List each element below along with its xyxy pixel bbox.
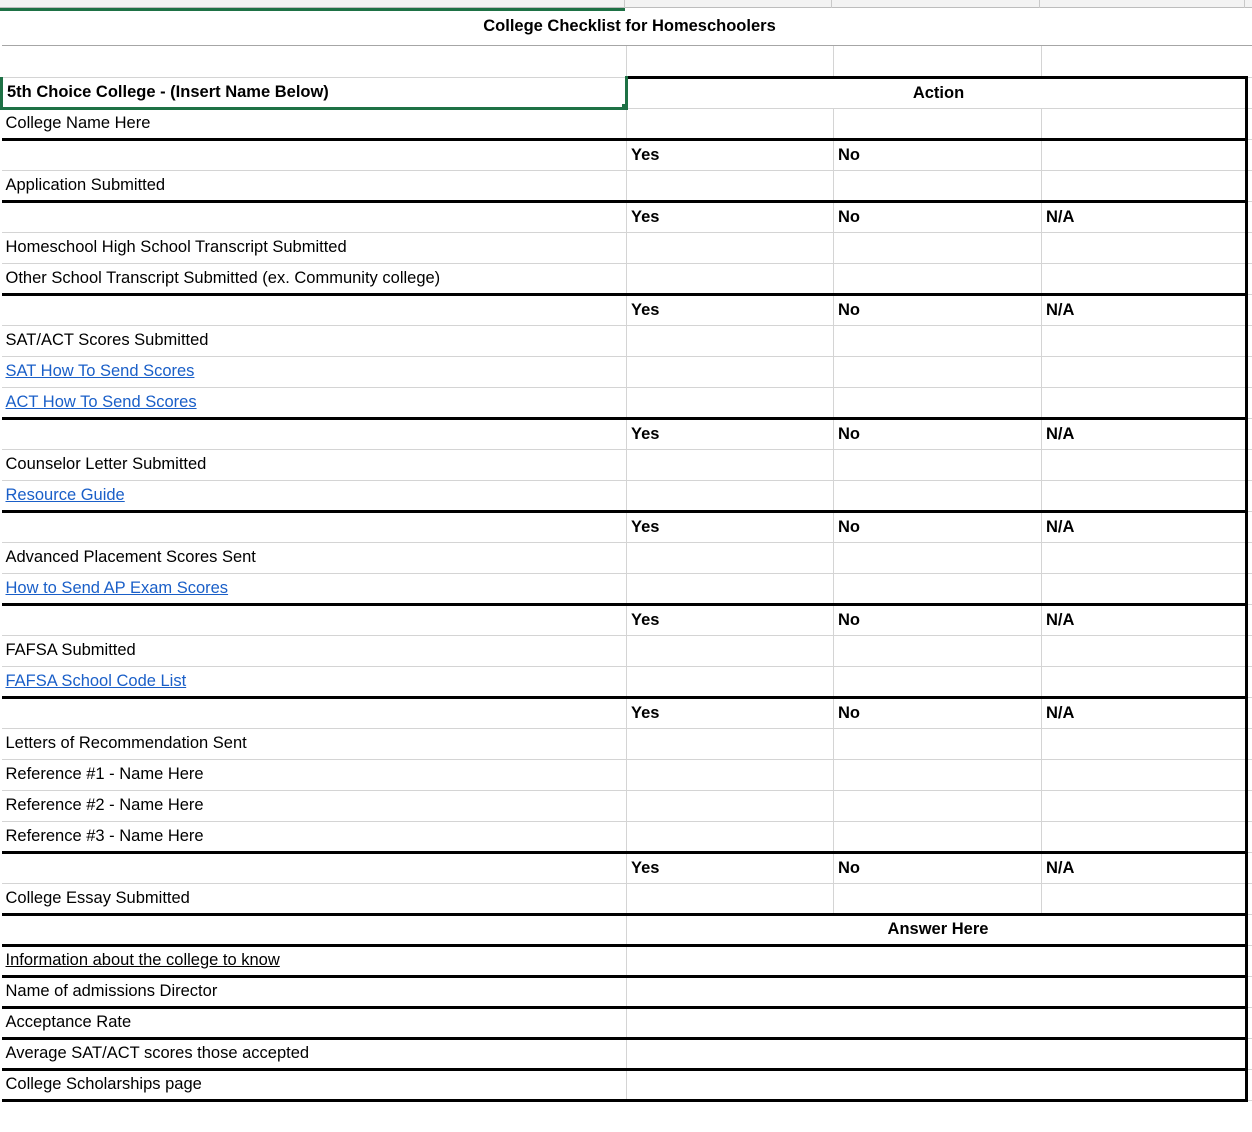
table-row [2, 449, 1252, 480]
table-row [2, 573, 1252, 604]
college-choice-cell[interactable] [2, 77, 627, 108]
checkbox-cell-na[interactable] [1042, 170, 1247, 201]
table-row [2, 976, 1252, 1007]
title-row [2, 9, 1252, 45]
row-label: College Essay Submitted [2, 883, 627, 914]
gutter-cell [1247, 387, 1252, 418]
table-row [2, 1069, 1252, 1100]
checkbox-cell-na[interactable] [1042, 883, 1247, 914]
gutter-cell [1247, 232, 1252, 263]
top-band-segment-3 [832, 0, 1040, 8]
page-title: College Checklist for Homeschoolers [2, 9, 1252, 45]
info-row-label: Acceptance Rate [2, 1007, 627, 1038]
checkbox-cell-no[interactable] [834, 325, 1042, 356]
table-row [2, 387, 1252, 418]
checkbox-cell-no[interactable] [834, 387, 1042, 418]
selection-top-edge [0, 8, 625, 11]
fafsa-school-code-list-link[interactable]: FAFSA School Code List [5, 671, 187, 690]
checkbox-cell-yes[interactable] [627, 356, 834, 387]
checkbox-cell-na[interactable] [1042, 387, 1247, 418]
section-ap-blank-label[interactable] [2, 511, 627, 542]
section-header-row [2, 511, 1252, 542]
checkbox-cell-yes[interactable] [627, 573, 834, 604]
section-fafsa-blank-label[interactable] [2, 604, 627, 635]
row-link-cell[interactable] [2, 573, 627, 604]
option-na: N/A [1042, 201, 1247, 232]
info-heading-underlined: Information about the college to know [5, 951, 280, 969]
checkbox-cell-yes[interactable] [627, 635, 834, 666]
table-row [2, 666, 1252, 697]
top-band-segment-4 [1040, 0, 1245, 8]
table-row [2, 542, 1252, 573]
checkbox-cell-na[interactable] [1042, 263, 1247, 294]
row-label[interactable]: Reference #3 - Name Here [2, 821, 627, 852]
gutter-cell [1247, 263, 1252, 294]
checkbox-cell-yes[interactable] [627, 263, 834, 294]
gutter-cell [1247, 77, 1252, 108]
checkbox-cell-yes[interactable] [627, 883, 834, 914]
option-na: N/A [1042, 604, 1247, 635]
gutter-cell [1247, 511, 1252, 542]
gutter-cell [1247, 325, 1252, 356]
option-na: N/A [1042, 697, 1247, 728]
option-yes: Yes [627, 852, 834, 883]
gutter-cell [1247, 697, 1252, 728]
checkbox-cell-no[interactable] [834, 728, 1042, 759]
option-yes: Yes [627, 139, 834, 170]
college-name-blank-yes[interactable] [627, 108, 834, 139]
act-send-scores-link[interactable]: ACT How To Send Scores [5, 392, 197, 411]
section-header-row [2, 139, 1252, 170]
section-essay-blank-label[interactable] [2, 852, 627, 883]
gutter-cell [1247, 883, 1252, 914]
option-yes: Yes [627, 418, 834, 449]
row-link-cell[interactable] [2, 356, 627, 387]
section-header-row [2, 852, 1252, 883]
option-yes: Yes [627, 201, 834, 232]
answer-input-cell[interactable] [627, 976, 1247, 1007]
fill-handle[interactable] [621, 103, 627, 109]
info-row-label [2, 945, 627, 976]
gutter-cell [1247, 170, 1252, 201]
answer-input-cell[interactable] [627, 1007, 1247, 1038]
row-label: FAFSA Submitted [2, 635, 627, 666]
row-label: Advanced Placement Scores Sent [2, 542, 627, 573]
checkbox-cell-yes[interactable] [627, 666, 834, 697]
sat-send-scores-link[interactable]: SAT How To Send Scores [5, 362, 195, 380]
table-row [2, 1007, 1252, 1038]
row-label: Counselor Letter Submitted [2, 449, 627, 480]
option-na [1042, 139, 1247, 170]
table-row [2, 325, 1252, 356]
section-recommendations-blank-label[interactable] [2, 697, 627, 728]
checkbox-cell-yes[interactable] [627, 170, 834, 201]
gutter-cell [1247, 294, 1252, 325]
checkbox-cell-no[interactable] [834, 449, 1042, 480]
ap-exam-scores-link[interactable]: How to Send AP Exam Scores [5, 578, 229, 597]
option-no: No [834, 852, 1042, 883]
checkbox-cell-na[interactable] [1042, 449, 1247, 480]
gutter-cell [1247, 1069, 1252, 1100]
option-na: N/A [1042, 418, 1247, 449]
checklist-table [0, 9, 1252, 1102]
table-row [2, 480, 1252, 511]
gutter-cell [1247, 728, 1252, 759]
gutter-cell [1247, 108, 1252, 139]
section-header-row [2, 604, 1252, 635]
checkbox-cell-yes[interactable] [627, 449, 834, 480]
gutter-cell [1247, 1038, 1252, 1069]
gutter-cell [1247, 914, 1252, 945]
college-name-blank-na[interactable] [1042, 108, 1247, 139]
option-no: No [834, 418, 1042, 449]
section-transcripts-blank-label[interactable] [2, 201, 627, 232]
row-label: Homeschool High School Transcript Submitted [2, 232, 627, 263]
top-band-segment-1 [0, 0, 625, 8]
option-yes: Yes [627, 697, 834, 728]
section-header-row [2, 418, 1252, 449]
row-label: Letters of Recommendation Sent [2, 728, 627, 759]
checkbox-cell-no[interactable] [834, 356, 1042, 387]
table-row [2, 728, 1252, 759]
option-no: No [834, 201, 1042, 232]
checkbox-cell-na[interactable] [1042, 790, 1247, 821]
table-row [2, 790, 1252, 821]
option-na: N/A [1042, 852, 1247, 883]
gutter-cell [1247, 45, 1252, 77]
top-band-segment-2 [625, 0, 832, 8]
resource-guide-link[interactable]: Resource Guide [5, 485, 125, 504]
college-name-row [2, 108, 1252, 139]
table-row [2, 945, 1252, 976]
table-row [2, 263, 1252, 294]
gutter-cell [1247, 790, 1252, 821]
row-label: Other School Transcript Submitted (ex. Community college) [2, 263, 627, 294]
checkbox-cell-no[interactable] [834, 232, 1042, 263]
checkbox-cell-no[interactable] [834, 542, 1042, 573]
gutter-cell [1247, 356, 1252, 387]
row-link-cell[interactable] [2, 480, 627, 511]
checkbox-cell-na[interactable] [1042, 759, 1247, 790]
spacer-cell-b [627, 45, 834, 77]
checkbox-cell-yes[interactable] [627, 232, 834, 263]
table-row [2, 170, 1252, 201]
gutter-cell [1247, 573, 1252, 604]
checkbox-cell-yes[interactable] [627, 480, 834, 511]
checkbox-cell-na[interactable] [1042, 356, 1247, 387]
table-row [2, 821, 1252, 852]
spacer-cell-a [2, 45, 627, 77]
gutter-cell [1247, 759, 1252, 790]
gutter-cell [1247, 976, 1252, 1007]
checkbox-cell-na[interactable] [1042, 232, 1247, 263]
answer-input-cell[interactable] [627, 1038, 1247, 1069]
gutter-cell [1247, 821, 1252, 852]
checkbox-cell-no[interactable] [834, 480, 1042, 511]
gutter-cell [1247, 1007, 1252, 1038]
gutter-cell [1247, 139, 1252, 170]
checkbox-cell-no[interactable] [834, 821, 1042, 852]
checkbox-cell-yes[interactable] [627, 790, 834, 821]
gutter-cell [1247, 480, 1252, 511]
option-na: N/A [1042, 511, 1247, 542]
checkbox-cell-yes[interactable] [627, 387, 834, 418]
gutter-cell [1247, 666, 1252, 697]
row-link-cell[interactable] [2, 387, 627, 418]
checkbox-cell-no[interactable] [834, 759, 1042, 790]
spacer-row [2, 45, 1252, 77]
option-no: No [834, 511, 1042, 542]
section-header-row [2, 697, 1252, 728]
section-test-scores-blank-label[interactable] [2, 294, 627, 325]
info-row-label: College Scholarships page [2, 1069, 627, 1100]
checkbox-cell-no[interactable] [834, 635, 1042, 666]
spacer-cell-d [1042, 45, 1247, 77]
section-counselor-blank-label[interactable] [2, 418, 627, 449]
section-header-row [2, 201, 1252, 232]
option-no: No [834, 294, 1042, 325]
table-row [2, 356, 1252, 387]
checkbox-cell-na[interactable] [1042, 480, 1247, 511]
answer-input-cell[interactable] [627, 945, 1247, 976]
row-link-cell[interactable] [2, 666, 627, 697]
answer-input-cell[interactable] [627, 1069, 1247, 1100]
checkbox-cell-no[interactable] [834, 666, 1042, 697]
row-label: Application Submitted [2, 170, 627, 201]
checkbox-cell-na[interactable] [1042, 821, 1247, 852]
checkbox-cell-no[interactable] [834, 170, 1042, 201]
answer-header: Answer Here [627, 914, 1247, 945]
table-row [2, 232, 1252, 263]
spacer-cell-c [834, 45, 1042, 77]
checkbox-cell-no[interactable] [834, 573, 1042, 604]
action-header: Action [627, 77, 1247, 108]
section-header-row [2, 294, 1252, 325]
checkbox-cell-no[interactable] [834, 883, 1042, 914]
gutter-cell [1247, 418, 1252, 449]
option-no: No [834, 139, 1042, 170]
option-yes: Yes [627, 294, 834, 325]
checkbox-cell-na[interactable] [1042, 635, 1247, 666]
table-row [2, 1038, 1252, 1069]
row-label: SAT/ACT Scores Submitted [2, 325, 627, 356]
college-header-row [2, 77, 1252, 108]
gutter-cell [1247, 945, 1252, 976]
top-partial-row [0, 0, 1252, 8]
info-row-label: Average SAT/ACT scores those accepted [2, 1038, 627, 1069]
option-no: No [834, 604, 1042, 635]
table-row [2, 759, 1252, 790]
checkbox-cell-yes[interactable] [627, 821, 834, 852]
option-yes: Yes [627, 511, 834, 542]
checkbox-cell-na[interactable] [1042, 573, 1247, 604]
answer-header-row [2, 914, 1252, 945]
gutter-cell [1247, 604, 1252, 635]
row-label[interactable]: Reference #1 - Name Here [2, 759, 627, 790]
checkbox-cell-no[interactable] [834, 263, 1042, 294]
answer-section-blank-label[interactable] [2, 914, 627, 945]
checkbox-cell-na[interactable] [1042, 666, 1247, 697]
checkbox-cell-no[interactable] [834, 790, 1042, 821]
option-yes: Yes [627, 604, 834, 635]
checkbox-cell-yes[interactable] [627, 728, 834, 759]
gutter-cell [1247, 852, 1252, 883]
row-label[interactable]: Reference #2 - Name Here [2, 790, 627, 821]
checkbox-cell-na[interactable] [1042, 325, 1247, 356]
option-na: N/A [1042, 294, 1247, 325]
checkbox-cell-na[interactable] [1042, 542, 1247, 573]
gutter-cell [1247, 542, 1252, 573]
college-choice-label: 5th Choice College - (Insert Name Below) [7, 82, 329, 101]
college-name-blank-no[interactable] [834, 108, 1042, 139]
table-row [2, 635, 1252, 666]
gutter-cell [1247, 201, 1252, 232]
info-row-label: Name of admissions Director [2, 976, 627, 1007]
gutter-cell [1247, 635, 1252, 666]
checkbox-cell-yes[interactable] [627, 759, 834, 790]
college-name-cell[interactable]: College Name Here [2, 108, 627, 139]
checkbox-cell-na[interactable] [1042, 728, 1247, 759]
checkbox-cell-yes[interactable] [627, 325, 834, 356]
option-no: No [834, 697, 1042, 728]
section-application-blank-label[interactable] [2, 139, 627, 170]
checkbox-cell-yes[interactable] [627, 542, 834, 573]
table-row [2, 883, 1252, 914]
gutter-cell [1247, 449, 1252, 480]
